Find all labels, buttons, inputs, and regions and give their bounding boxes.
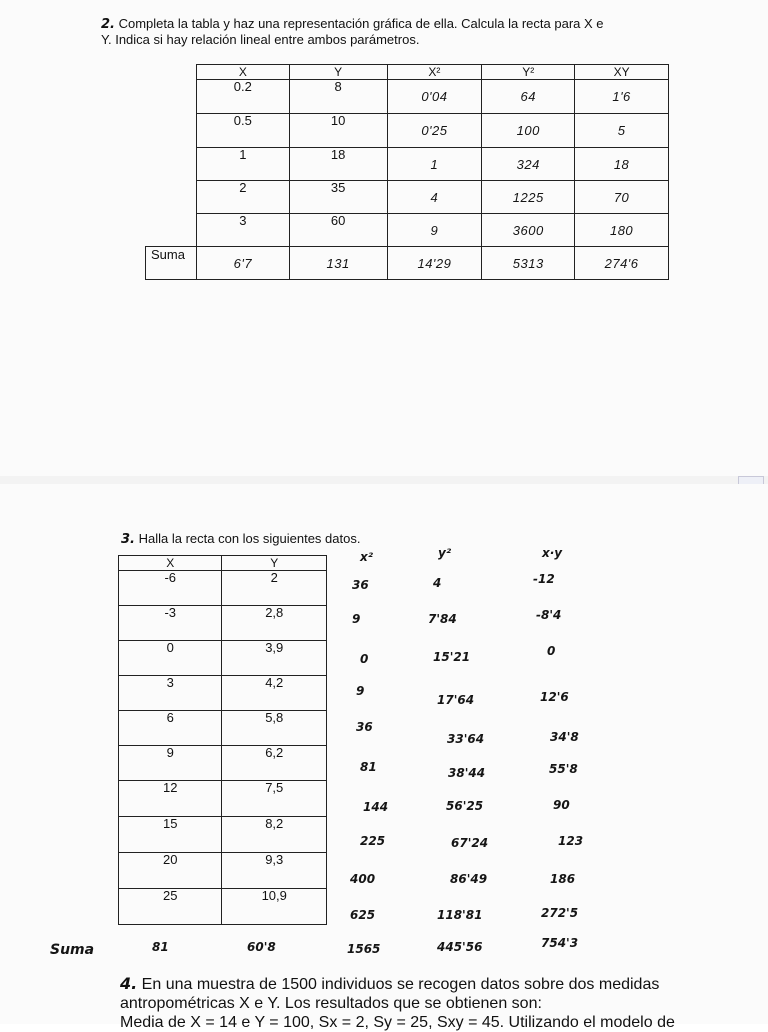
- table-row: [146, 114, 669, 148]
- question-3-table: [118, 555, 327, 925]
- cell-x: 3: [196, 214, 289, 247]
- sum-x: 81: [152, 940, 169, 954]
- question-2-text-line1: Completa la tabla y haz una representación gráfica de ella. Calcula la recta para X e: [118, 16, 604, 31]
- handwritten-y-squared: 17'64: [437, 693, 475, 707]
- handwritten-x-squared: 0: [360, 652, 369, 666]
- sum-label: Suma: [146, 247, 197, 280]
- handwritten-y-squared: 33'64: [447, 732, 485, 746]
- question-2-number: 2.: [101, 17, 115, 32]
- handwritten-xy: 272'5: [541, 906, 579, 920]
- question-2-prompt: [101, 16, 701, 47]
- table-header-row: [146, 65, 669, 80]
- cell-y: 60: [289, 214, 387, 247]
- question-4-number: 4.: [120, 974, 138, 993]
- cell-x: 25: [119, 889, 222, 925]
- cell-x-squared: 0'04: [387, 80, 482, 114]
- table-row: [146, 214, 669, 247]
- handwritten-x-squared: 400: [350, 872, 376, 886]
- handwritten-y-squared: 86'49: [450, 872, 488, 886]
- cell-x: 0: [119, 641, 222, 676]
- question-3-text: Halla la recta con los siguientes datos.: [138, 531, 361, 546]
- handwritten-header-xy: x·y: [542, 546, 563, 560]
- handwritten-y-squared: 4: [433, 576, 442, 590]
- cell-x-squared: 0'25: [387, 114, 482, 148]
- cell-x-squared: 1: [387, 148, 482, 181]
- cell-x: 0.5: [196, 114, 289, 148]
- table-row: [146, 148, 669, 181]
- handwritten-x-squared: 81: [360, 760, 377, 774]
- cell-y: 4,2: [222, 676, 327, 711]
- cell-xy: 5: [575, 114, 669, 148]
- handwritten-x-squared: 9: [352, 612, 361, 626]
- cell-x: 15: [119, 817, 222, 853]
- handwritten-x-squared: 225: [360, 834, 386, 848]
- cell-x: 20: [119, 853, 222, 889]
- handwritten-x-squared: 625: [350, 908, 376, 922]
- cell-y: 9,3: [222, 853, 327, 889]
- cell-y: 35: [289, 181, 387, 214]
- column-header-x: X: [196, 65, 289, 80]
- cell-x: -6: [119, 571, 222, 606]
- cell-x: 2: [196, 181, 289, 214]
- handwritten-x-squared: 36: [356, 720, 373, 734]
- cell-y: 7,5: [222, 781, 327, 817]
- cell-x: -3: [119, 606, 222, 641]
- column-header-y: Y: [222, 556, 327, 571]
- handwritten-header-x-squared: x²: [360, 550, 373, 564]
- cell-y-squared: 324: [482, 148, 575, 181]
- table-row: [119, 641, 327, 676]
- handwritten-x-squared: 36: [352, 578, 369, 592]
- table-row: [119, 781, 327, 817]
- table-row: [119, 571, 327, 606]
- handwritten-x-squared: 9: [356, 684, 365, 698]
- handwritten-xy: 55'8: [549, 762, 578, 776]
- sum-y: 131: [289, 247, 387, 280]
- handwritten-xy: -8'4: [536, 608, 562, 622]
- table-row: [119, 676, 327, 711]
- cell-y: 6,2: [222, 746, 327, 781]
- worksheet-page-top: [0, 0, 768, 476]
- question-4-line1: En una muestra de 1500 individuos se recogen datos sobre dos medidas: [141, 976, 660, 993]
- sum-x: 6'7: [196, 247, 289, 280]
- question-4-line3: Media de X = 14 e Y = 100, Sx = 2, Sy = 25, Sxy = 45. Utilizando el modelo de: [120, 1014, 675, 1031]
- sum-xy: 754'3: [541, 936, 579, 950]
- column-header-xy: XY: [575, 65, 669, 80]
- cell-x-squared: 9: [387, 214, 482, 247]
- cell-x: 9: [119, 746, 222, 781]
- cell-y: 5,8: [222, 711, 327, 746]
- sum-xy: 274'6: [575, 247, 669, 280]
- handwritten-y-squared: 56'25: [446, 799, 484, 813]
- table-row: [119, 853, 327, 889]
- worksheet-page-bottom: [0, 484, 768, 1024]
- handwritten-x-squared: 144: [363, 800, 389, 814]
- sum-label: Suma: [50, 942, 95, 958]
- question-4-line2: antropométricas X e Y. Los resultados que se obtienen son:: [120, 995, 542, 1012]
- cell-x-squared: 4: [387, 181, 482, 214]
- cell-y-squared: 1225: [482, 181, 575, 214]
- cell-y-squared: 3600: [482, 214, 575, 247]
- handwritten-y-squared: 67'24: [451, 836, 489, 850]
- handwritten-xy: 90: [553, 798, 570, 812]
- table-row: [119, 817, 327, 853]
- sum-x-squared: 1565: [347, 942, 381, 956]
- handwritten-y-squared: 118'81: [437, 908, 483, 922]
- question-4-prompt: [120, 974, 760, 1032]
- cell-y: 8,2: [222, 817, 327, 853]
- handwritten-header-y-squared: y²: [438, 546, 452, 560]
- cell-y: 3,9: [222, 641, 327, 676]
- question-3-number: 3.: [121, 532, 135, 547]
- cell-xy: 180: [575, 214, 669, 247]
- handwritten-xy: 123: [558, 834, 584, 848]
- table-row: [119, 889, 327, 925]
- handwritten-xy: 0: [547, 644, 556, 658]
- sum-y: 60'8: [247, 940, 276, 954]
- handwritten-y-squared: 7'84: [428, 612, 457, 626]
- sum-x-squared: 14'29: [387, 247, 482, 280]
- cell-xy: 1'6: [575, 80, 669, 114]
- handwritten-xy: 186: [550, 872, 576, 886]
- column-header-y-squared: Y²: [482, 65, 575, 80]
- sum-y-squared: 445'56: [437, 940, 483, 954]
- sum-y-squared: 5313: [482, 247, 575, 280]
- table-row: [119, 746, 327, 781]
- cell-x: 0.2: [196, 80, 289, 114]
- cell-y: 2: [222, 571, 327, 606]
- handwritten-xy: 12'6: [540, 690, 569, 704]
- table-row: [146, 80, 669, 114]
- cell-x: 1: [196, 148, 289, 181]
- column-header-x-squared: X²: [387, 65, 482, 80]
- table-row: [119, 711, 327, 746]
- handwritten-xy: 34'8: [550, 730, 579, 744]
- handwritten-y-squared: 15'21: [433, 650, 471, 664]
- handwritten-xy: -12: [533, 572, 555, 586]
- question-2-table: [145, 64, 669, 280]
- table-row: [146, 181, 669, 214]
- cell-x: 3: [119, 676, 222, 711]
- sum-row: [146, 247, 669, 280]
- cell-y-squared: 64: [482, 80, 575, 114]
- cell-y: 2,8: [222, 606, 327, 641]
- column-header-y: Y: [289, 65, 387, 80]
- table-header-row: [119, 556, 327, 571]
- cell-y: 10,9: [222, 889, 327, 925]
- cell-x: 12: [119, 781, 222, 817]
- cell-x: 6: [119, 711, 222, 746]
- question-3-prompt: [121, 531, 360, 547]
- cell-y: 18: [289, 148, 387, 181]
- page-divider: [0, 476, 768, 484]
- column-header-x: X: [119, 556, 222, 571]
- cell-y-squared: 100: [482, 114, 575, 148]
- cell-y: 10: [289, 114, 387, 148]
- cell-xy: 70: [575, 181, 669, 214]
- handwritten-y-squared: 38'44: [448, 766, 486, 780]
- cell-y: 8: [289, 80, 387, 114]
- cell-xy: 18: [575, 148, 669, 181]
- table-row: [119, 606, 327, 641]
- question-2-text-line2: Y. Indica si hay relación lineal entre ambos parámetros.: [101, 32, 420, 47]
